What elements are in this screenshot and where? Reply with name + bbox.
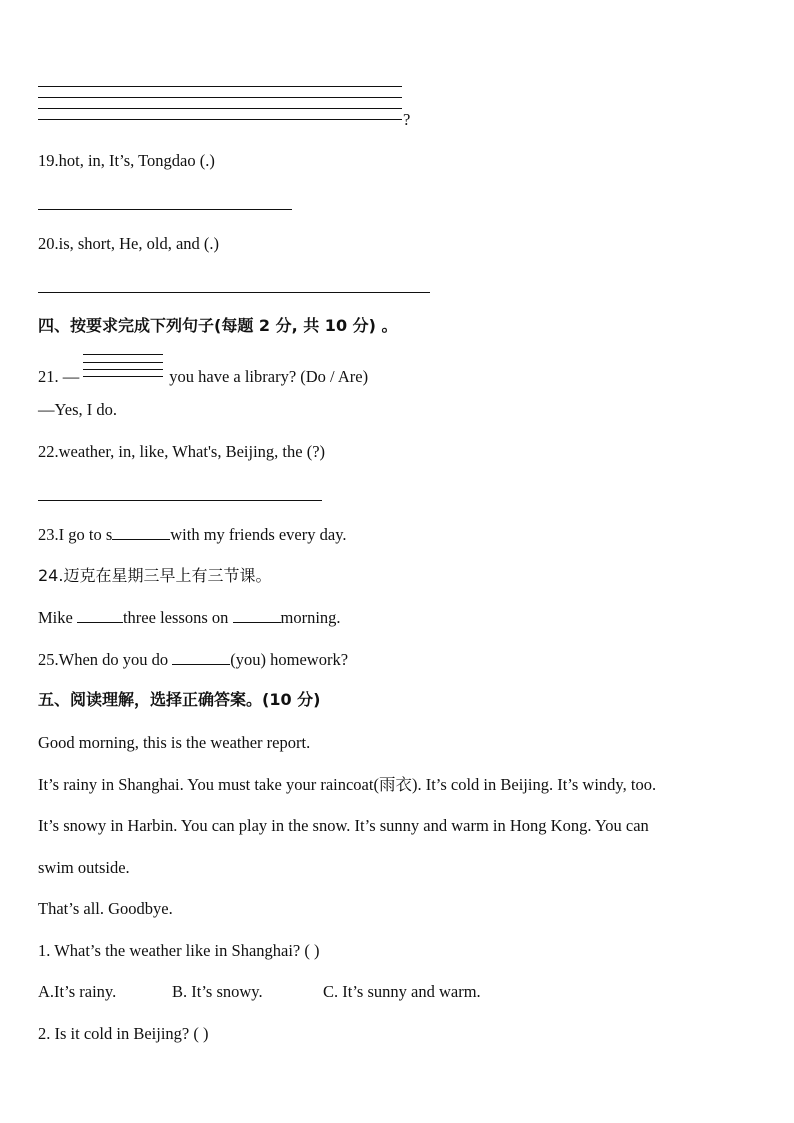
answer-blank-23[interactable] bbox=[112, 525, 170, 540]
question-23-pre: 23.I go to s bbox=[38, 525, 113, 544]
question-25 bbox=[38, 650, 348, 670]
question-24-part2: three lessons on bbox=[122, 608, 229, 627]
answer-blank-24b[interactable] bbox=[233, 608, 281, 623]
answer-blank-25[interactable] bbox=[172, 650, 230, 665]
answer-line bbox=[38, 86, 402, 87]
answer-blank-21[interactable] bbox=[83, 364, 163, 386]
passage-line-4: swim outside. bbox=[38, 858, 130, 877]
question-21-answer: —Yes, I do. bbox=[38, 400, 118, 419]
answer-line-22[interactable] bbox=[38, 500, 322, 501]
question-21-text: you have a library? (Do / Are) bbox=[169, 367, 369, 386]
answer-line bbox=[38, 119, 402, 120]
answer-line bbox=[38, 108, 402, 109]
passage-line-5: That’s all. Goodbye. bbox=[38, 899, 173, 918]
answer-line-19[interactable] bbox=[38, 209, 292, 210]
answer-line bbox=[38, 97, 402, 98]
question-23-post: with my friends every day. bbox=[170, 525, 347, 544]
mc-question-2: 2. Is it cold in Beijing? ( ) bbox=[38, 1024, 209, 1043]
passage-line-3: It’s snowy in Harbin. You can play in the snow. It’s sunny and warm in Hong Kong. You can bbox=[38, 816, 649, 835]
section-5-heading: 五、阅读理解，选择正确答案。(10 分) bbox=[38, 690, 321, 709]
question-20: 20.is, short, He, old, and (.) bbox=[38, 234, 220, 253]
question-19: 19.hot, in, It’s, Tongdao (.) bbox=[38, 151, 215, 170]
question-24-part3: morning. bbox=[280, 608, 341, 627]
question-23 bbox=[38, 525, 347, 545]
mc-1-option-b[interactable]: B. It’s snowy. bbox=[172, 982, 263, 1001]
question-21-number: 21. — bbox=[38, 367, 80, 386]
passage-line-1: Good morning, this is the weather report. bbox=[38, 733, 311, 752]
answer-blank-24a[interactable] bbox=[77, 608, 123, 623]
passage-line-2: It’s rainy in Shanghai. You must take your raincoat(雨衣). It’s cold in Beijing. It’s windy, too. bbox=[38, 775, 657, 794]
question-25-pre: 25.When do you do bbox=[38, 650, 169, 669]
end-question-mark: ? bbox=[403, 110, 411, 129]
question-25-post: (you) homework? bbox=[230, 650, 349, 669]
question-21 bbox=[38, 364, 368, 387]
question-24-part1: Mike bbox=[38, 608, 73, 627]
mc-question-1: 1. What’s the weather like in Shanghai? ( ) bbox=[38, 941, 320, 960]
question-22: 22.weather, in, like, What's, Beijing, the (?) bbox=[38, 442, 326, 461]
answer-line-20[interactable] bbox=[38, 292, 430, 293]
section-4-heading: 四、按要求完成下列句子(每题 2 分, 共 10 分) 。 bbox=[38, 316, 398, 335]
mc-1-option-a[interactable]: A.It’s rainy. bbox=[38, 982, 117, 1001]
question-24-chinese: 24.迈克在星期三早上有三节课。 bbox=[38, 566, 272, 585]
mc-1-option-c[interactable]: C. It’s sunny and warm. bbox=[323, 982, 481, 1001]
question-24 bbox=[38, 608, 341, 628]
